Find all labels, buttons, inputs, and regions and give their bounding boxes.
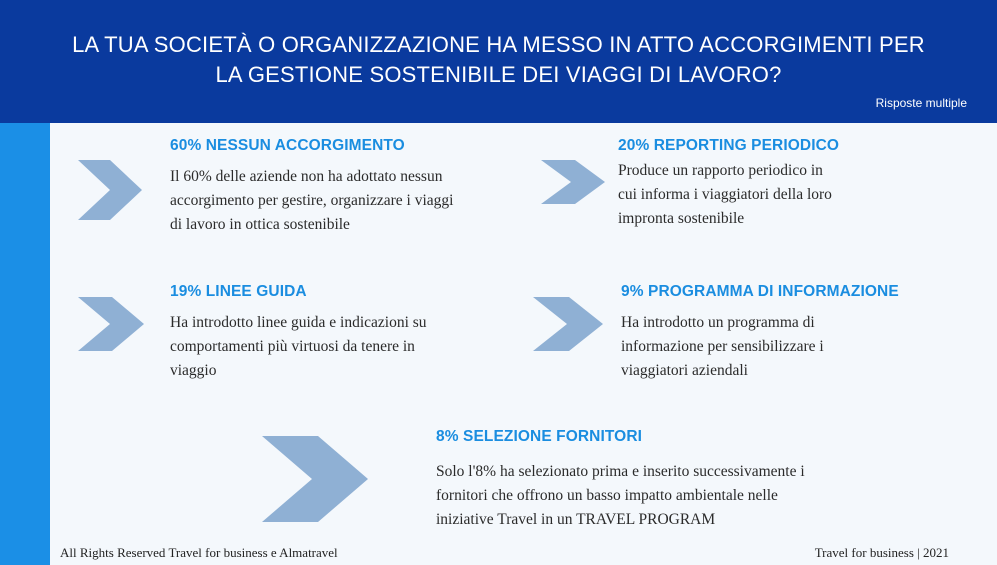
desc-line: Solo l'8% ha selezionato prima e inserito successivamente i — [436, 463, 805, 480]
chevron-right-icon — [78, 160, 142, 220]
item-nessun-accorgimento — [170, 137, 453, 237]
chevron-right-icon — [78, 297, 144, 351]
item-description — [618, 159, 839, 231]
item-heading: 8% SELEZIONE FORNITORI — [436, 428, 643, 445]
item-description — [170, 165, 453, 237]
item-description — [170, 311, 427, 383]
title-line-1: LA TUA SOCIETÀ O ORGANIZZAZIONE HA MESSO IN ATTO ACCORGIMENTI PER — [72, 32, 925, 57]
title-line-2: LA GESTIONE SOSTENIBILE DEI VIAGGI DI LAVORO? — [215, 62, 782, 87]
item-heading: 20% REPORTING PERIODICO — [618, 137, 840, 154]
item-description — [436, 460, 805, 532]
desc-line: informazione per sensibilizzare i — [621, 338, 824, 355]
desc-line: fornitori che offrono un basso impatto ambientale nelle — [436, 487, 778, 504]
desc-line: di lavoro in ottica sostenibile — [170, 216, 350, 233]
desc-line: viaggio — [170, 362, 217, 379]
header-banner — [0, 0, 997, 123]
item-selezione-fornitori — [436, 428, 805, 532]
desc-line: accorgimento per gestire, organizzare i viaggi — [170, 192, 454, 209]
chevron-right-icon — [541, 160, 605, 204]
item-heading: 9% PROGRAMMA DI INFORMAZIONE — [621, 283, 899, 300]
item-linee-guida — [170, 283, 427, 383]
chevron-right-icon — [262, 436, 368, 522]
footer-copyright: All Rights Reserved Travel for business e Almatravel — [60, 545, 338, 560]
desc-line: viaggiatori aziendali — [621, 362, 748, 379]
desc-line: Ha introdotto un programma di — [621, 314, 815, 331]
footer-brand-year: Travel for business | 2021 — [814, 545, 949, 560]
desc-line: comportamenti più virtuosi da tenere in — [170, 338, 415, 355]
chevron-right-icon — [533, 297, 603, 351]
desc-line: Produce un rapporto periodico in — [618, 162, 823, 179]
item-heading: 60% NESSUN ACCORGIMENTO — [170, 137, 405, 154]
item-programma-informazione — [621, 283, 899, 383]
accent-side-bar — [0, 123, 50, 565]
desc-line: impronta sostenibile — [618, 210, 745, 227]
desc-line: iniziative Travel in un TRAVEL PROGRAM — [436, 511, 716, 528]
item-reporting-periodico — [618, 137, 839, 231]
item-heading: 19% LINEE GUIDA — [170, 283, 307, 300]
subtitle: Risposte multiple — [875, 96, 967, 110]
desc-line: cui informa i viaggiatori della loro — [618, 186, 832, 203]
item-description — [621, 311, 899, 383]
desc-line: Ha introdotto linee guida e indicazioni su — [170, 314, 427, 331]
page-title — [0, 30, 997, 90]
desc-line: Il 60% delle aziende non ha adottato nessun — [170, 168, 443, 185]
